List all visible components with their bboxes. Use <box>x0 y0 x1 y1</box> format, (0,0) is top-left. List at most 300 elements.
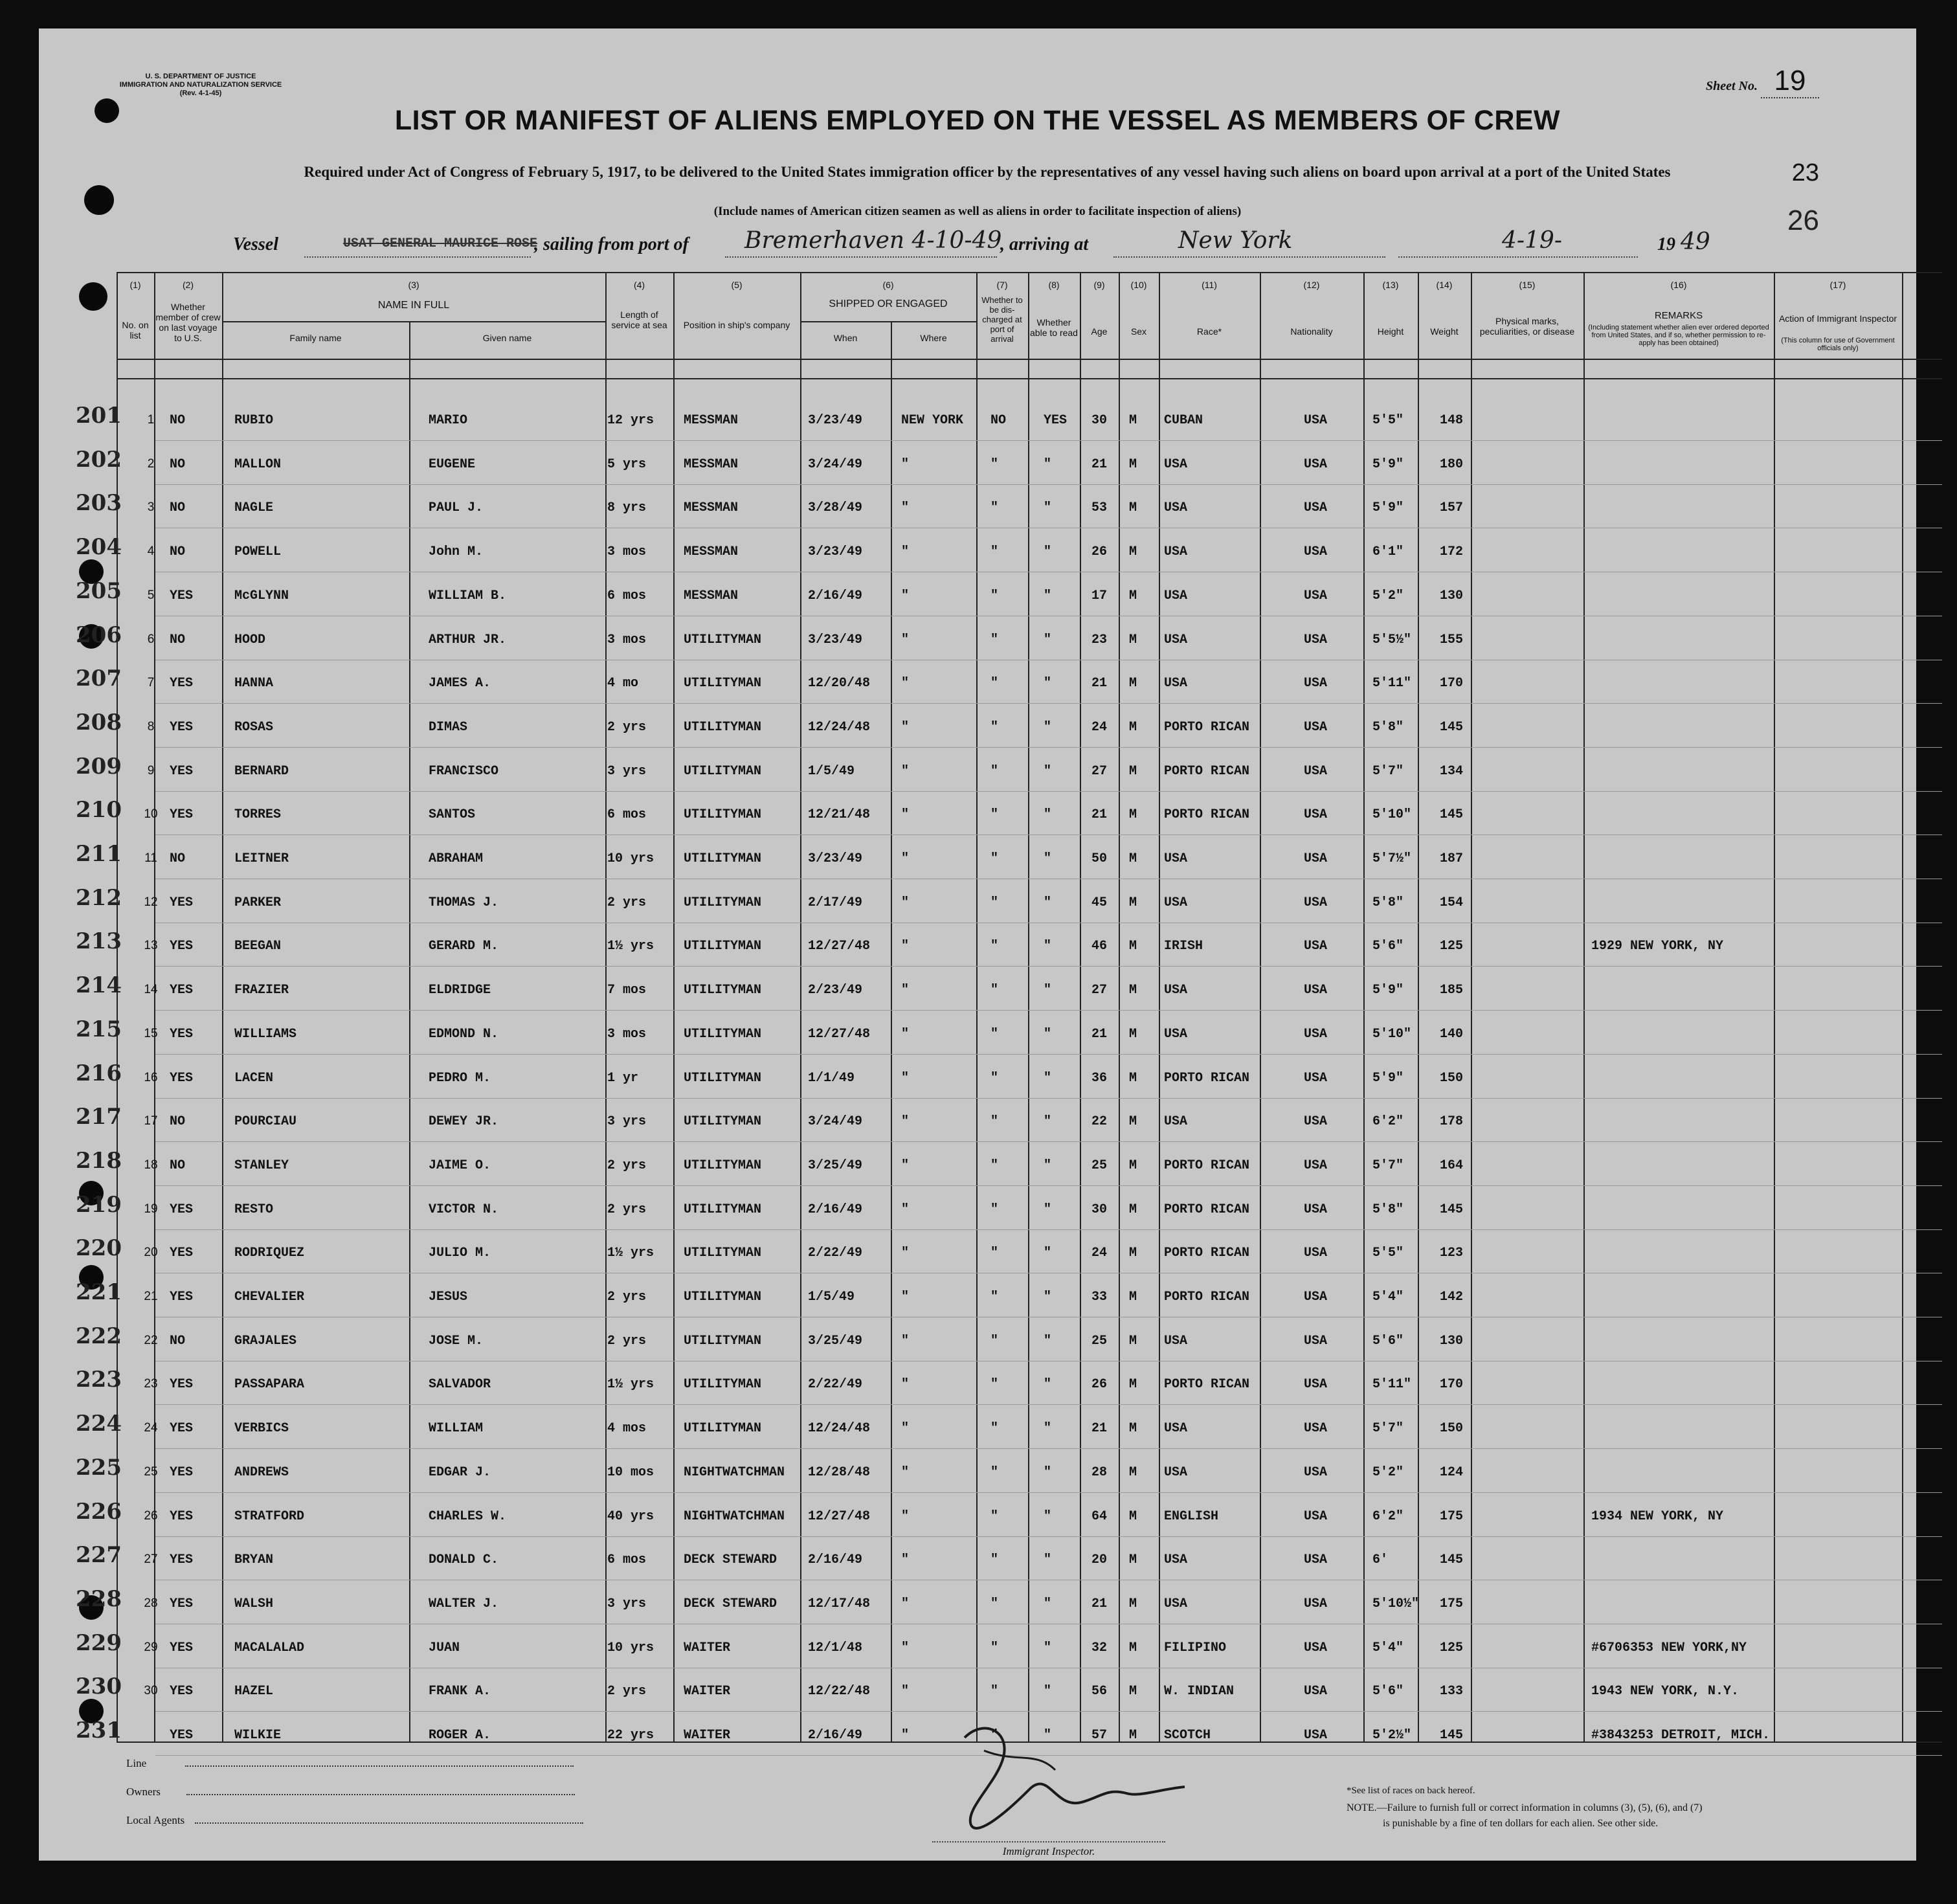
row-race: USA <box>1164 500 1188 516</box>
row-height: 5'4" <box>1372 1290 1404 1305</box>
row-position: UTILITYMAN <box>684 939 762 954</box>
row-able-to-read: " <box>1044 1552 1052 1568</box>
row-rule <box>155 834 1942 835</box>
row-able-to-read: " <box>1044 1728 1052 1743</box>
row-length-of-service: 2 yrs <box>607 1290 647 1305</box>
line-number: 217 <box>76 1104 122 1130</box>
row-nationality: USA <box>1304 632 1328 647</box>
row-age: 32 <box>1091 1640 1108 1655</box>
row-shipped-when: 12/28/48 <box>808 1464 871 1480</box>
row-age: 21 <box>1091 1026 1108 1042</box>
row-crew-member-flag: YES <box>170 895 194 910</box>
footer-agents-label: Local Agents <box>126 1814 185 1826</box>
row-age: 45 <box>1091 895 1108 910</box>
row-shipped-where: " <box>901 1202 910 1217</box>
row-family-name: ROSAS <box>234 719 274 735</box>
row-length-of-service: 4 mo <box>607 676 639 691</box>
column-number: (2) <box>182 280 194 290</box>
row-sex: M <box>1129 807 1137 823</box>
line-number: 203 <box>76 490 122 517</box>
row-able-to-read: " <box>1044 676 1052 691</box>
row-able-to-read: " <box>1044 1114 1052 1130</box>
row-family-name: MALLON <box>234 456 282 472</box>
row-length-of-service: 7 mos <box>607 983 647 998</box>
row-discharged: " <box>990 1333 999 1349</box>
row-shipped-when: 12/1/48 <box>808 1640 863 1655</box>
row-able-to-read: " <box>1044 1290 1052 1305</box>
line-number: 201 <box>76 403 122 429</box>
row-race: PORTO RICAN <box>1164 1290 1250 1305</box>
requirement-text: Required under Act of Congress of February 5, 1917, to be delivered to the United States immigration officer by the representatives of any vessel having such aliens on board upon arrival at a port of the United States <box>304 164 1671 180</box>
row-crew-member-flag: YES <box>170 1246 194 1261</box>
row-rule <box>155 1098 1942 1099</box>
row-sex: M <box>1129 719 1137 735</box>
column-number: (4) <box>633 280 645 290</box>
row-weight: 187 <box>1440 851 1464 866</box>
row-position: UTILITYMAN <box>684 1246 762 1261</box>
row-race: USA <box>1164 1464 1188 1480</box>
row-weight: 148 <box>1440 413 1464 428</box>
row-nationality: USA <box>1304 1333 1328 1349</box>
row-weight: 172 <box>1440 544 1464 560</box>
row-able-to-read: " <box>1044 1421 1052 1437</box>
row-family-name: STRATFORD <box>234 1508 305 1524</box>
row-shipped-when: 3/23/49 <box>808 851 863 866</box>
row-shipped-where: " <box>901 851 910 866</box>
row-position: MESSMAN <box>684 413 739 428</box>
row-crew-member-flag: YES <box>170 1552 194 1568</box>
row-race: IRISH <box>1164 939 1203 954</box>
row-list-number: 5 <box>147 588 155 602</box>
row-given-name: DONALD C. <box>429 1552 499 1568</box>
row-crew-member-flag: NO <box>170 413 186 428</box>
row-weight: 142 <box>1440 1290 1464 1305</box>
row-sex: M <box>1129 851 1137 866</box>
row-crew-member-flag: YES <box>170 1508 194 1524</box>
row-shipped-where: " <box>901 1114 910 1130</box>
row-height: 5'6" <box>1372 1333 1404 1349</box>
row-height: 5'11" <box>1372 1377 1412 1393</box>
row-weight: 175 <box>1440 1508 1464 1524</box>
row-race: PORTO RICAN <box>1164 1246 1250 1261</box>
row-race: USA <box>1164 588 1188 603</box>
row-height: 5'6" <box>1372 939 1404 954</box>
row-weight: 134 <box>1440 763 1464 779</box>
row-age: 21 <box>1091 1596 1108 1611</box>
line-number: 220 <box>76 1235 122 1262</box>
row-height: 6'1" <box>1372 544 1404 560</box>
row-height: 5'9" <box>1372 500 1404 516</box>
row-able-to-read: " <box>1044 588 1052 603</box>
row-sex: M <box>1129 413 1137 428</box>
row-height: 5'5" <box>1372 413 1404 428</box>
line-number: 218 <box>76 1147 122 1174</box>
row-given-name: ELDRIDGE <box>429 983 491 998</box>
row-length-of-service: 40 yrs <box>607 1508 654 1524</box>
punch-hole <box>79 282 107 311</box>
row-age: 33 <box>1091 1290 1108 1305</box>
row-given-name: SALVADOR <box>429 1377 491 1393</box>
row-position: MESSMAN <box>684 544 739 560</box>
row-list-number: 16 <box>144 1070 158 1084</box>
row-height: 5'10" <box>1372 1026 1412 1042</box>
row-shipped-when: 3/25/49 <box>808 1158 863 1173</box>
row-able-to-read: " <box>1044 456 1052 472</box>
row-shipped-where: " <box>901 1246 910 1261</box>
row-position: UTILITYMAN <box>684 895 762 910</box>
row-weight: 170 <box>1440 676 1464 691</box>
column-number: (3) <box>408 280 419 290</box>
row-nationality: USA <box>1304 1158 1328 1173</box>
row-discharged: " <box>990 1464 999 1480</box>
row-position: UTILITYMAN <box>684 632 762 647</box>
row-family-name: ANDREWS <box>234 1464 289 1480</box>
row-race: FILIPINO <box>1164 1640 1227 1655</box>
revision-line: (Rev. 4-1-45) <box>179 89 222 97</box>
row-crew-member-flag: YES <box>170 1202 194 1217</box>
row-given-name: John M. <box>429 544 484 560</box>
row-family-name: McGLYNN <box>234 588 289 603</box>
row-able-to-read: " <box>1044 1070 1052 1086</box>
agency-block <box>110 73 291 98</box>
name-subheader-rule <box>222 321 605 322</box>
row-sex: M <box>1129 1508 1137 1524</box>
row-crew-member-flag: YES <box>170 1684 194 1699</box>
row-weight: 150 <box>1440 1421 1464 1437</box>
header-shipped-or-engaged: SHIPPED OR ENGAGED <box>829 298 948 309</box>
row-height: 6'2" <box>1372 1508 1404 1524</box>
row-sex: M <box>1129 676 1137 691</box>
row-crew-member-flag: NO <box>170 632 186 647</box>
row-height: 5'10" <box>1372 807 1412 823</box>
row-discharged: " <box>990 1684 999 1699</box>
row-shipped-when: 2/23/49 <box>808 983 863 998</box>
row-list-number: 8 <box>147 719 155 734</box>
row-family-name: BERNARD <box>234 763 289 779</box>
row-race: USA <box>1164 851 1188 866</box>
line-number: 212 <box>76 884 122 911</box>
line-number: 210 <box>76 797 122 823</box>
row-sex: M <box>1129 588 1137 603</box>
row-race: PORTO RICAN <box>1164 807 1250 823</box>
row-given-name: EDMOND N. <box>429 1026 499 1042</box>
row-age: 28 <box>1091 1464 1108 1480</box>
row-discharged: " <box>990 1026 999 1042</box>
row-list-number: 13 <box>144 939 158 953</box>
row-family-name: RODRIQUEZ <box>234 1246 305 1261</box>
row-nationality: USA <box>1304 719 1328 735</box>
row-discharged: " <box>990 851 999 866</box>
row-able-to-read: " <box>1044 1640 1052 1655</box>
row-list-number: 7 <box>147 676 155 690</box>
row-discharged: " <box>990 1070 999 1086</box>
header-no-on-list: No. on list <box>122 320 149 341</box>
row-race: USA <box>1164 1026 1188 1042</box>
row-race: USA <box>1164 1333 1188 1349</box>
row-list-number: 4 <box>147 544 155 559</box>
sheet-number <box>1706 65 1819 98</box>
row-position: UTILITYMAN <box>684 1333 762 1349</box>
line-number: 208 <box>76 709 122 735</box>
row-weight: 157 <box>1440 500 1464 516</box>
row-nationality: USA <box>1304 588 1328 603</box>
row-weight: 170 <box>1440 1377 1464 1393</box>
row-age: 27 <box>1091 763 1108 779</box>
row-able-to-read: " <box>1044 719 1052 735</box>
row-rule <box>155 1010 1942 1011</box>
row-length-of-service: 8 yrs <box>607 500 647 516</box>
inspector-label: Immigrant Inspector. <box>932 1841 1165 1858</box>
row-shipped-where: " <box>901 1640 910 1655</box>
row-family-name: LACEN <box>234 1070 274 1086</box>
row-length-of-service: 5 yrs <box>607 456 647 472</box>
row-position: UTILITYMAN <box>684 851 762 866</box>
row-discharged: NO <box>990 413 1007 428</box>
row-age: 30 <box>1091 413 1108 428</box>
row-sex: M <box>1129 895 1137 910</box>
footer-line-label: Line <box>126 1757 147 1769</box>
row-crew-member-flag: YES <box>170 1377 194 1393</box>
row-age: 25 <box>1091 1333 1108 1349</box>
row-crew-member-flag: YES <box>170 1464 194 1480</box>
row-shipped-where: " <box>901 763 910 779</box>
row-discharged: " <box>990 1377 999 1393</box>
row-rule <box>155 1141 1942 1142</box>
table-top-rule <box>117 272 1942 273</box>
row-rule <box>155 791 1942 792</box>
row-race: PORTO RICAN <box>1164 1202 1250 1217</box>
header-remarks: REMARKS <box>1654 310 1703 321</box>
row-nationality: USA <box>1304 1728 1328 1743</box>
row-given-name: DIMAS <box>429 719 468 735</box>
row-height: 5'7" <box>1372 1421 1404 1437</box>
row-shipped-where: " <box>901 456 910 472</box>
row-rule <box>155 1054 1942 1055</box>
header-action-note: (This column for use of Government officials only) <box>1781 337 1895 352</box>
line-number: 226 <box>76 1498 122 1525</box>
row-shipped-where: " <box>901 719 910 735</box>
row-shipped-when: 3/23/49 <box>808 632 863 647</box>
sailing-from-value: Bremerhaven 4-10-49 <box>744 227 1002 254</box>
column-number: (16) <box>1670 280 1687 290</box>
row-shipped-where: " <box>901 1290 910 1305</box>
line-number: 206 <box>76 622 122 648</box>
row-list-number: 18 <box>144 1158 158 1172</box>
row-age: 21 <box>1091 676 1108 691</box>
row-family-name: TORRES <box>234 807 282 823</box>
row-list-number: 20 <box>144 1246 158 1260</box>
row-position: UTILITYMAN <box>684 676 762 691</box>
row-list-number: 11 <box>144 851 157 865</box>
row-given-name: ABRAHAM <box>429 851 484 866</box>
row-crew-member-flag: NO <box>170 851 186 866</box>
row-length-of-service: 2 yrs <box>607 1333 647 1349</box>
row-age: 22 <box>1091 1114 1108 1130</box>
row-list-number: 12 <box>144 895 158 909</box>
column-number: (14) <box>1436 280 1453 290</box>
vessel-label: Vessel <box>233 234 278 254</box>
row-height: 5'10½" <box>1372 1596 1420 1611</box>
row-given-name: WALTER J. <box>429 1596 499 1611</box>
row-family-name: POWELL <box>234 544 282 560</box>
row-crew-member-flag: YES <box>170 1026 194 1042</box>
row-nationality: USA <box>1304 983 1328 998</box>
sailing-label: , sailing from port of <box>534 234 689 254</box>
row-crew-member-flag: YES <box>170 1640 194 1655</box>
row-length-of-service: 2 yrs <box>607 1158 647 1173</box>
row-height: 5'7½" <box>1372 851 1412 866</box>
row-shipped-when: 12/27/48 <box>808 1026 871 1042</box>
row-shipped-where: " <box>901 1508 910 1524</box>
row-weight: 125 <box>1440 939 1464 954</box>
line-number: 216 <box>76 1060 122 1086</box>
row-nationality: USA <box>1304 1114 1328 1130</box>
row-list-number: 21 <box>144 1290 158 1303</box>
row-discharged: " <box>990 1202 999 1217</box>
row-length-of-service: 3 mos <box>607 1026 647 1042</box>
row-height: 5'7" <box>1372 763 1404 779</box>
footer-agents-field <box>126 1814 583 1827</box>
row-remarks: #6706353 NEW YORK,NY <box>1591 1640 1747 1655</box>
row-given-name: EDGAR J. <box>429 1464 491 1480</box>
row-rule <box>155 1229 1942 1230</box>
vessel-name: USAT GENERAL MAURICE ROSE <box>343 236 538 251</box>
row-discharged: " <box>990 1596 999 1611</box>
row-discharged: " <box>990 939 999 954</box>
header-able-to-read: Whether able to read <box>1030 317 1078 338</box>
line-number: 231 <box>76 1718 122 1743</box>
header-physical-marks: Physical marks, peculiarities, or disease <box>1479 316 1575 337</box>
row-shipped-where: NEW YORK <box>901 413 964 428</box>
row-remarks: #3843253 DETROIT, MICH. <box>1591 1728 1771 1743</box>
row-nationality: USA <box>1304 939 1328 954</box>
row-shipped-where: " <box>901 1377 910 1393</box>
row-crew-member-flag: YES <box>170 676 194 691</box>
column-number: (5) <box>731 280 743 290</box>
row-weight: 150 <box>1440 1070 1464 1086</box>
row-discharged: " <box>990 983 999 998</box>
row-age: 64 <box>1091 1508 1108 1524</box>
row-sex: M <box>1129 1552 1137 1568</box>
row-length-of-service: 3 yrs <box>607 1596 647 1611</box>
row-able-to-read: " <box>1044 1158 1052 1173</box>
row-able-to-read: " <box>1044 807 1052 823</box>
row-given-name: FRANCISCO <box>429 763 499 779</box>
row-race: USA <box>1164 1596 1188 1611</box>
row-discharged: " <box>990 1508 999 1524</box>
row-shipped-where: " <box>901 1421 910 1437</box>
row-rule <box>155 966 1942 967</box>
row-race: ENGLISH <box>1164 1508 1219 1524</box>
header-remarks-note: (Including statement whether alien ever ordered deported from United States, and if so, whether permission to re-apply has been obtained) <box>1588 324 1769 347</box>
row-family-name: WILKIE <box>234 1728 282 1743</box>
row-crew-member-flag: YES <box>170 1290 194 1305</box>
races-note: *See list of races on back hereof. <box>1347 1786 1475 1796</box>
row-weight: 145 <box>1440 719 1464 735</box>
row-weight: 185 <box>1440 983 1464 998</box>
row-list-number: 9 <box>147 763 155 778</box>
header-race: Race* <box>1196 326 1222 337</box>
row-shipped-when: 2/16/49 <box>808 1552 863 1568</box>
row-age: 24 <box>1091 719 1108 735</box>
row-weight: 164 <box>1440 1158 1464 1173</box>
row-nationality: USA <box>1304 1246 1328 1261</box>
row-nationality: USA <box>1304 1377 1328 1393</box>
row-length-of-service: 1½ yrs <box>607 1377 654 1393</box>
header-nationality: Nationality <box>1290 326 1333 337</box>
row-sex: M <box>1129 763 1137 779</box>
row-shipped-when: 2/22/49 <box>808 1246 863 1261</box>
row-list-number: 3 <box>147 500 155 515</box>
row-age: 56 <box>1091 1684 1108 1699</box>
row-length-of-service: 2 yrs <box>607 1202 647 1217</box>
row-sex: M <box>1129 1596 1137 1611</box>
row-able-to-read: " <box>1044 1377 1052 1393</box>
row-position: UTILITYMAN <box>684 807 762 823</box>
row-shipped-when: 1/1/49 <box>808 1070 855 1086</box>
row-list-number: 26 <box>144 1508 158 1523</box>
row-given-name: EUGENE <box>429 456 476 472</box>
row-discharged: " <box>990 1246 999 1261</box>
row-age: 21 <box>1091 807 1108 823</box>
line-number: 214 <box>76 972 122 999</box>
row-shipped-where: " <box>901 807 910 823</box>
row-age: 53 <box>1091 500 1108 516</box>
row-list-number: 15 <box>144 1026 158 1040</box>
arriving-label: , arriving at <box>1000 234 1089 254</box>
row-crew-member-flag: YES <box>170 1070 194 1086</box>
column-number: (9) <box>1093 280 1105 290</box>
row-shipped-when: 12/17/48 <box>808 1596 871 1611</box>
row-able-to-read: " <box>1044 544 1052 560</box>
row-length-of-service: 3 mos <box>607 632 647 647</box>
row-age: 17 <box>1091 588 1108 603</box>
line-number: 204 <box>76 534 122 561</box>
row-race: USA <box>1164 1552 1188 1568</box>
row-rule <box>155 440 1942 441</box>
row-able-to-read: " <box>1044 895 1052 910</box>
row-discharged: " <box>990 456 999 472</box>
row-race: PORTO RICAN <box>1164 1070 1250 1086</box>
column-number: (6) <box>882 280 894 290</box>
row-age: 46 <box>1091 939 1108 954</box>
row-given-name: VICTOR N. <box>429 1202 499 1217</box>
row-height: 5'5½" <box>1372 632 1412 647</box>
row-length-of-service: 3 mos <box>607 544 647 560</box>
row-sex: M <box>1129 1246 1137 1261</box>
line-number: 222 <box>76 1323 122 1349</box>
row-family-name: HAZEL <box>234 1684 274 1699</box>
sheet-number-value: 19 <box>1761 65 1819 98</box>
row-age: 23 <box>1091 632 1108 647</box>
row-length-of-service: 6 mos <box>607 1552 647 1568</box>
header-bottom-rule <box>117 378 1942 379</box>
row-given-name: JAIME O. <box>429 1158 491 1173</box>
row-shipped-where: " <box>901 676 910 691</box>
line-number: 215 <box>76 1016 122 1042</box>
row-shipped-when: 12/20/48 <box>808 676 871 691</box>
row-length-of-service: 10 yrs <box>607 1640 654 1655</box>
column-number: (12) <box>1303 280 1320 290</box>
row-crew-member-flag: YES <box>170 763 194 779</box>
row-race: USA <box>1164 983 1188 998</box>
row-nationality: USA <box>1304 1684 1328 1699</box>
header-weight: Weight <box>1430 326 1459 337</box>
row-able-to-read: " <box>1044 1246 1052 1261</box>
row-shipped-when: 2/17/49 <box>808 895 863 910</box>
row-sex: M <box>1129 1202 1137 1217</box>
row-sex: M <box>1129 500 1137 516</box>
